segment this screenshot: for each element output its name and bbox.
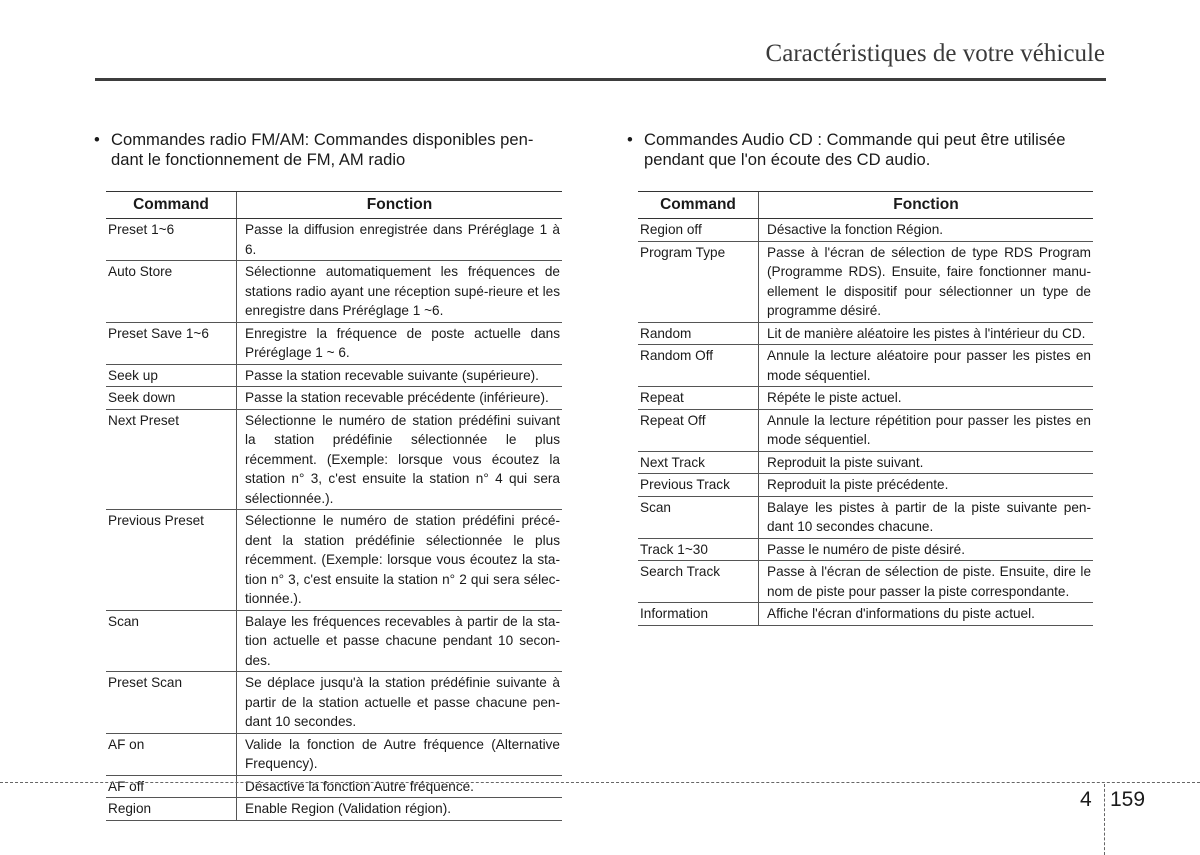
command-cell: Previous Track — [638, 474, 759, 497]
table-row — [638, 496, 1093, 538]
function-cell: Sélectionne automatiquement les fréquences de stations radio ayant une réception supé-rieure et les enregistre dans Préréglage 1 ~6. — [237, 261, 563, 323]
command-cell: Program Type — [638, 241, 759, 322]
bullet-icon: • — [627, 130, 633, 149]
table-row — [106, 261, 562, 323]
function-cell: Sélectionne le numéro de station prédéfini suivant la station prédéfinie sélectionnée le plus récemment. (Exemple: lorsque vous écoutez la station n° 3, c'est ensuite la station n° 4 qui sera sélectionnée.). — [237, 409, 563, 510]
table-row — [106, 322, 562, 364]
command-cell: Seek down — [106, 387, 237, 410]
table-row — [638, 561, 1093, 603]
command-cell: Preset 1~6 — [106, 219, 237, 261]
table-row — [106, 672, 562, 734]
function-cell: Reproduit la piste précédente. — [759, 474, 1094, 497]
table-row — [638, 451, 1093, 474]
page-number: 159 — [1110, 788, 1146, 811]
table-row — [638, 387, 1093, 410]
function-cell: Annule la lecture répétition pour passer les pistes en mode séquentiel. — [759, 409, 1094, 451]
command-cell: Track 1~30 — [638, 538, 759, 561]
function-cell: Passe le numéro de piste désiré. — [759, 538, 1094, 561]
table-row — [638, 409, 1093, 451]
table-row — [106, 733, 562, 775]
command-cell: Next Track — [638, 451, 759, 474]
command-cell: AF off — [106, 775, 237, 798]
command-cell: Auto Store — [106, 261, 237, 323]
command-cell: Repeat — [638, 387, 759, 410]
function-cell: Se déplace jusqu'à la station prédéfinie suivante à partir de la station actuelle et passe chacune pen-dant 10 secondes. — [237, 672, 563, 734]
table-row — [638, 322, 1093, 345]
command-cell: Scan — [638, 496, 759, 538]
command-cell: Scan — [106, 610, 237, 672]
command-cell: Preset Save 1~6 — [106, 322, 237, 364]
table-row — [106, 775, 562, 798]
function-cell: Répéte le piste actuel. — [759, 387, 1094, 410]
chapter-number: 4 — [1080, 788, 1092, 811]
command-cell: Information — [638, 603, 759, 626]
command-cell: Region off — [638, 219, 759, 242]
cd-commands-intro-text: Commandes Audio CD : Commande qui peut être utilisée pendant que l'on écoute des CD audio. — [644, 130, 1066, 169]
function-cell: Balaye les fréquences recevables à partir de la sta-tion actuelle et passe chacune pendant 10 secon-des. — [237, 610, 563, 672]
function-cell: Annule la lecture aléatoire pour passer les pistes en mode séquentiel. — [759, 345, 1094, 387]
command-cell: Random Off — [638, 345, 759, 387]
table-row — [638, 538, 1093, 561]
radio-commands-intro — [92, 130, 562, 170]
table-row — [638, 603, 1093, 626]
column-header-command: Command — [106, 192, 237, 219]
table-row — [106, 510, 562, 611]
function-cell: Enregistre la fréquence de poste actuelle dans Préréglage 1 ~ 6. — [237, 322, 563, 364]
table-row — [106, 610, 562, 672]
header-rule — [95, 78, 1106, 81]
cd-commands-table — [638, 191, 1093, 626]
column-header-function: Fonction — [759, 192, 1094, 219]
left-column — [92, 130, 562, 821]
table-row — [638, 219, 1093, 242]
function-cell: Désactive la fonction Autre fréquence. — [237, 775, 563, 798]
function-cell: Passe la station recevable précédente (inférieure). — [237, 387, 563, 410]
bullet-icon: • — [94, 130, 100, 149]
command-cell: Random — [638, 322, 759, 345]
command-cell: Seek up — [106, 364, 237, 387]
table-row — [106, 798, 562, 821]
table-row — [106, 219, 562, 261]
table-row — [106, 409, 562, 510]
command-cell: Search Track — [638, 561, 759, 603]
function-cell: Affiche l'écran d'informations du piste actuel. — [759, 603, 1094, 626]
function-cell: Passe à l'écran de sélection de piste. Ensuite, dire le nom de piste pour passer la piste correspondante. — [759, 561, 1094, 603]
function-cell: Enable Region (Validation région). — [237, 798, 563, 821]
table-row — [638, 241, 1093, 322]
command-cell: Next Preset — [106, 409, 237, 510]
command-cell: Repeat Off — [638, 409, 759, 451]
function-cell: Balaye les pistes à partir de la piste suivante pen-dant 10 secondes chacune. — [759, 496, 1094, 538]
function-cell: Désactive la fonction Région. — [759, 219, 1094, 242]
page-header-title: Caractéristiques de votre véhicule — [765, 40, 1105, 67]
function-cell: Lit de manière aléatoire les pistes à l'intérieur du CD. — [759, 322, 1094, 345]
function-cell: Passe à l'écran de sélection de type RDS Program (Programme RDS). Ensuite, faire fonctionner manu-ellement le dispositif pour sélectionner un type de programme désiré. — [759, 241, 1094, 322]
function-cell: Passe la station recevable suivante (supérieure). — [237, 364, 563, 387]
command-cell: Preset Scan — [106, 672, 237, 734]
function-cell: Passe la diffusion enregistrée dans Préréglage 1 à 6. — [237, 219, 563, 261]
column-header-command: Command — [638, 192, 759, 219]
command-cell: Region — [106, 798, 237, 821]
cd-commands-intro — [625, 130, 1093, 170]
function-cell: Sélectionne le numéro de station prédéfini précé-dent la station prédéfinie sélectionnée le plus récemment. (Exemple: lorsque vous écoutez la sta-tion n° 3, c'est ensuite la station n° 2 qui sera sélec-tionnée.). — [237, 510, 563, 611]
function-cell: Reproduit la piste suivant. — [759, 451, 1094, 474]
function-cell: Valide la fonction de Autre fréquence (Alternative Frequency). — [237, 733, 563, 775]
table-row — [638, 345, 1093, 387]
table-row — [106, 387, 562, 410]
radio-commands-table — [106, 191, 562, 821]
command-cell: Previous Preset — [106, 510, 237, 611]
footer-dashed-rule — [0, 782, 1200, 783]
right-column — [625, 130, 1093, 626]
radio-commands-intro-text: Commandes radio FM/AM: Commandes disponibles pen-dant le fonctionnement de FM, AM radio — [111, 130, 534, 169]
table-row — [106, 364, 562, 387]
table-row — [638, 474, 1093, 497]
command-cell: AF on — [106, 733, 237, 775]
footer-dashed-divider — [1104, 784, 1105, 855]
column-header-function: Fonction — [237, 192, 563, 219]
